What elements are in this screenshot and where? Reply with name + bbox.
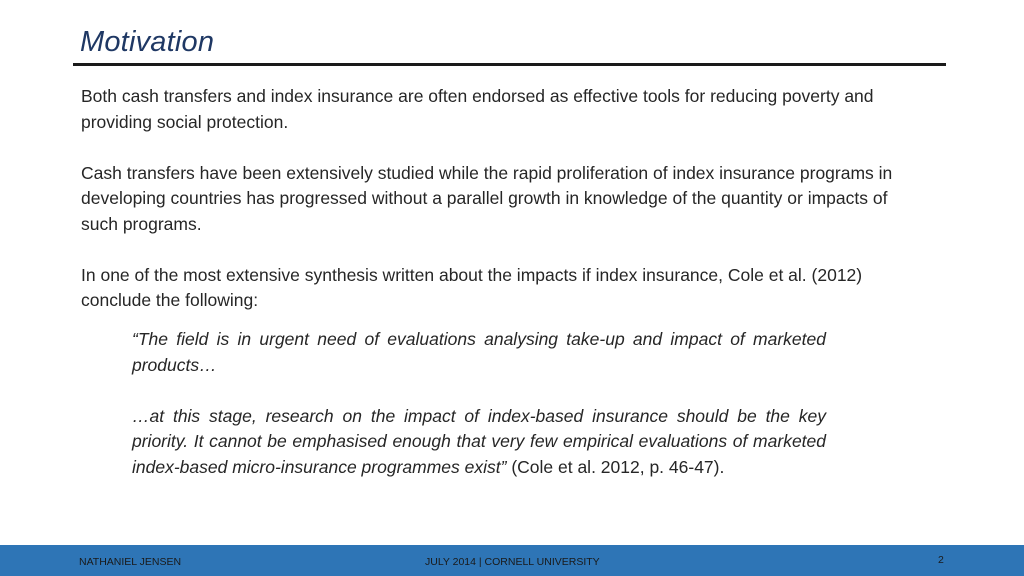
quote-block	[132, 327, 826, 480]
slide-body	[81, 84, 921, 314]
footer-date-affiliation: JULY 2014 | CORNELL UNIVERSITY	[425, 556, 600, 568]
quote-citation: (Cole et al. 2012, p. 46-47).	[506, 456, 725, 477]
quote-text-1: “The field is in urgent need of evaluations analysing take-up and impact of marketed products…	[132, 329, 826, 375]
quote-part-1	[132, 327, 826, 378]
paragraph-3: In one of the most extensive synthesis written about the impacts if index insurance, Cole et al. (2012) conclude the following:	[81, 264, 863, 310]
quote-text-2: …at this stage, research on the impact of index-based insurance should be the key priority. It cannot be emphasised enough that very few empirical evaluations of marketed index-based micro-insurance programmes exist”	[132, 405, 826, 477]
slide-title: Motivation	[80, 26, 215, 58]
footer-author: NATHANIEL JENSEN	[79, 556, 182, 568]
title-underline	[73, 63, 946, 66]
page-number: 2	[938, 554, 944, 566]
footer-bar	[0, 545, 1024, 576]
paragraph-1: Both cash transfers and index insurance are often endorsed as effective tools for reducing poverty and providing social protection.	[81, 86, 874, 132]
quote-part-2	[132, 404, 826, 481]
paragraph-2: Cash transfers have been extensively studied while the rapid proliferation of index insurance programs in developing countries has progressed without a parallel growth in knowledge of the quantity or impacts of such programs.	[81, 162, 893, 234]
